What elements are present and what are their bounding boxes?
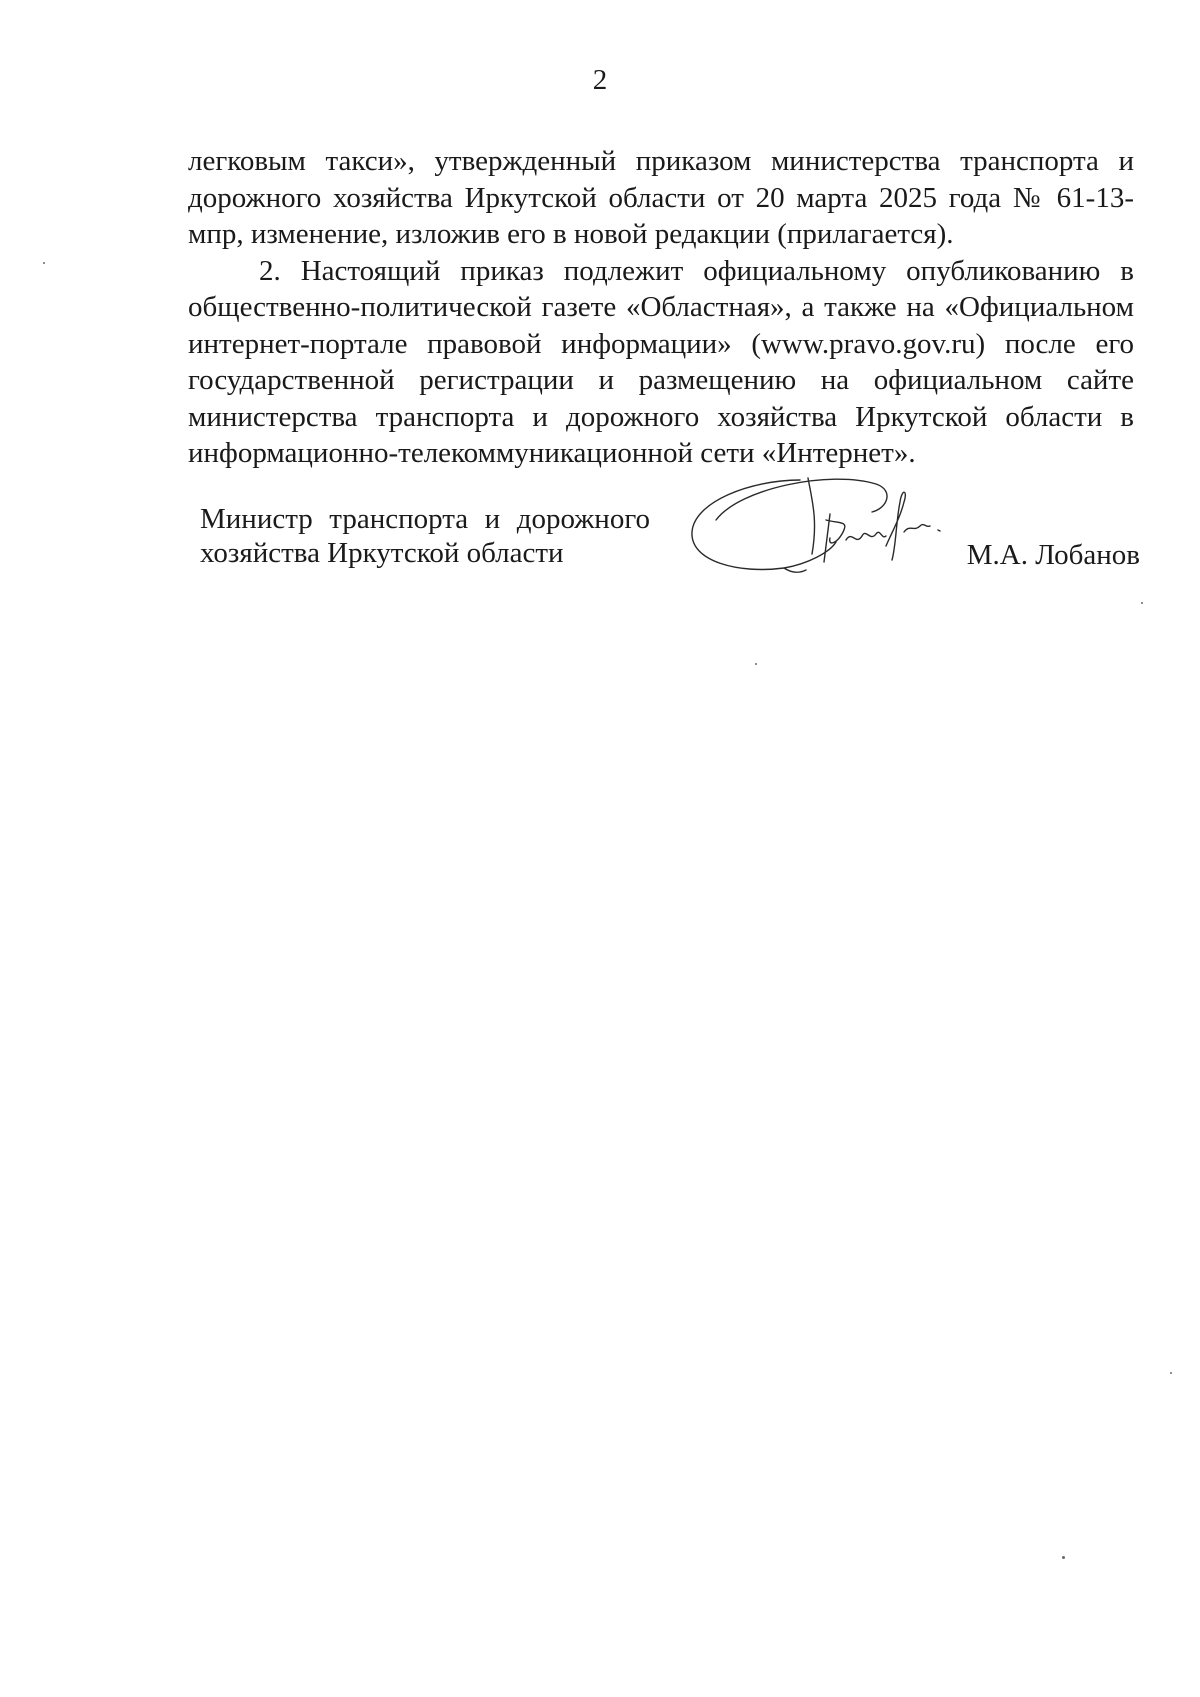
paragraph-publication-clause: 2. Настоящий приказ подлежит официальному опубликованию в общественно-политической газете «Областная», а также на «Официальном интернет-портале правовой информации» (www.pravo.gov.ru) после его государственной регистрации и размещению на официальном сайте министерства транспорта и дорожного хозяйства Иркутской области в информационно-телекоммуникационной сети «Интернет». bbox=[188, 254, 1134, 469]
document-body bbox=[188, 143, 1134, 472]
scan-speck bbox=[1141, 602, 1143, 604]
signer-title: Министр транспорта и дорожного хозяйства Иркутской области bbox=[200, 503, 650, 569]
signature-block bbox=[200, 502, 1140, 592]
scan-speck bbox=[43, 262, 45, 264]
scan-speck bbox=[1062, 1556, 1065, 1559]
scan-speck bbox=[1170, 1372, 1172, 1374]
page-number: 2 bbox=[592, 64, 608, 96]
handwritten-signature bbox=[680, 450, 980, 582]
paragraph-continuation: легковым такси», утвержденный приказом министерства транспорта и дорожного хозяйства Иркутской области от 20 марта 2025 года № 61-13-мпр, изменение, изложив его в новой редакции (прилагается). bbox=[188, 145, 1134, 250]
scan-speck bbox=[755, 663, 757, 665]
signer-name: М.А. Лобанов bbox=[966, 539, 1140, 571]
